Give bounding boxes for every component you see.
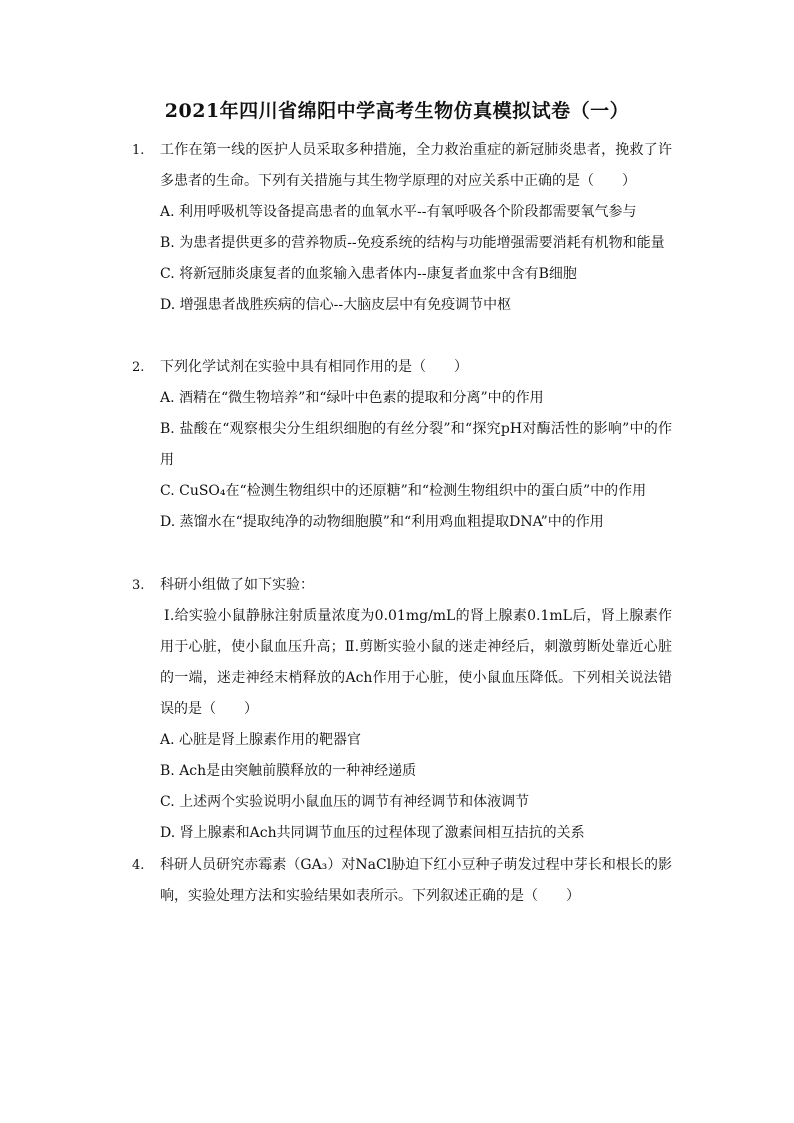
question-3: [132, 570, 672, 849]
option-b: B. Ach是由突触前膜释放的一种神经递质: [160, 763, 417, 779]
question-number: 1.: [132, 143, 145, 158]
option-a: A. 心脏是肾上腺素作用的靶器官: [160, 732, 362, 748]
option-b: B. 为患者提供更多的营养物质--免疫系统的结构与功能增强需要消耗有机物和能量: [160, 235, 665, 251]
question-1: [132, 135, 672, 321]
option-d: D. 肾上腺素和Ach共同调节血压的过程体现了激素间相互拮抗的关系: [160, 825, 585, 841]
option-d: D. 增强患者战胜疾病的信心--大脑皮层中有免疫调节中枢: [160, 297, 512, 313]
option-c: C. CuSO₄在“检测生物组织中的还原糖”和“检测生物组织中的蛋白质”中的作用: [160, 483, 647, 499]
option-a: A. 酒精在“微生物培养”和“绿叶中色素的提取和分离”中的作用: [160, 390, 544, 406]
question-number: 4.: [132, 858, 145, 873]
question-stem: 科研小组做了如下实验：: [160, 577, 314, 593]
question-stem: 下列化学试剂在实验中具有相同作用的是（ ）: [160, 359, 468, 375]
option-c: C. 将新冠肺炎康复者的血浆输入患者体内--康复者血浆中含有B细胞: [160, 266, 577, 282]
page-title: 2021年四川省绵阳中学高考生物仿真模拟试卷（一）: [164, 100, 630, 122]
option-b: B. 盐酸在“观察根尖分生组织细胞的有丝分裂”和“探究pH对酶活性的影响”中的作用: [160, 421, 672, 468]
question-2: [132, 352, 672, 538]
question-number: 2.: [132, 360, 145, 375]
question-4: [132, 850, 672, 912]
question-passage: Ⅰ.给实验小鼠静脉注射质量浓度为0.01mg/mL的肾上腺素0.1mL后，肾上腺素作用于心脏，使小鼠血压升高；Ⅱ.剪断实验小鼠的迷走神经后，刺激剪断处靠近心脏的一端，迷走神经末梢释放的Ach作用于心脏，使小鼠血压降低。下列相关说法错误的是（ ）: [160, 608, 672, 717]
question-number: 3.: [132, 578, 145, 593]
question-stem: 工作在第一线的医护人员采取多种措施，全力救治重症的新冠肺炎患者，挽救了许多患者的生命。下列有关措施与其生物学原理的对应关系中正确的是（ ）: [160, 142, 672, 189]
option-c: C. 上述两个实验说明小鼠血压的调节有神经调节和体液调节: [160, 794, 530, 810]
option-a: A. 利用呼吸机等设备提高患者的血氧水平--有氧呼吸各个阶段都需要氧气参与: [160, 204, 637, 220]
question-stem: 科研人员研究赤霉素（GA₃）对NaCl胁迫下红小豆种子萌发过程中芽长和根长的影响，实验处理方法和实验结果如表所示。下列叙述正确的是（ ）: [160, 857, 672, 904]
option-d: D. 蒸馏水在“提取纯净的动物细胞膜”和“利用鸡血粗提取DNA”中的作用: [160, 514, 604, 530]
